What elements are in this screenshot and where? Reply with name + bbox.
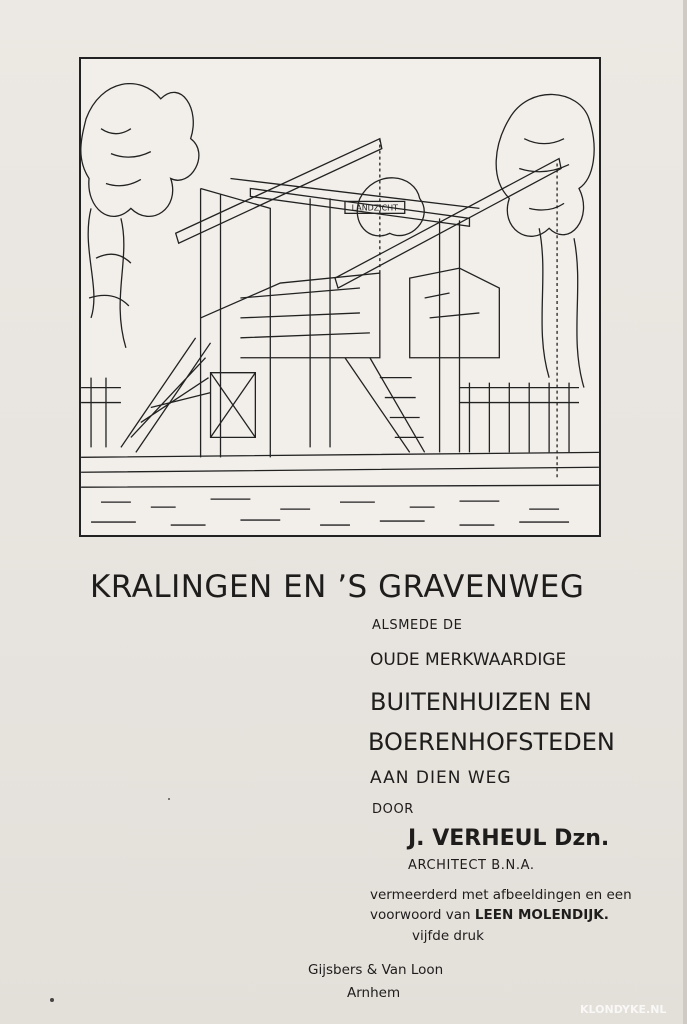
drawbridge-drawing — [81, 59, 599, 535]
foreword-note — [370, 907, 609, 923]
cover-illustration — [79, 57, 601, 537]
subtitle-boerenhofsteden: BOERENHOFSTEDEN — [368, 728, 615, 756]
bridge-sign: LANDZICHT — [351, 203, 399, 213]
cover-edge — [683, 0, 687, 1024]
speck — [50, 998, 54, 1002]
edition-number: vijfde druk — [412, 928, 484, 944]
foreword-prefix: voorwoord van — [370, 907, 475, 923]
by-label: DOOR — [372, 802, 414, 817]
speck — [168, 798, 170, 800]
author-name: J. VERHEUL Dzn. — [408, 826, 610, 851]
subtitle-buitenhuizen: BUITENHUIZEN EN — [370, 688, 592, 716]
author-title: ARCHITECT B.N.A. — [408, 858, 535, 873]
edition-note: vermeerderd met afbeeldingen en een — [370, 887, 632, 903]
subtitle-aan-dien-weg: AAN DIEN WEG — [370, 768, 512, 788]
publisher-city: Arnhem — [347, 985, 401, 1001]
subtitle-oude: OUDE MERKWAARDIGE — [370, 650, 567, 670]
book-title: KRALINGEN EN ’S GRAVENWEG — [90, 569, 585, 605]
foreword-author: LEEN MOLENDIJK. — [474, 907, 609, 923]
watermark: KLONDYKE.NL — [580, 1003, 667, 1016]
subtitle-alsmede: ALSMEDE DE — [372, 618, 463, 633]
publisher: Gijsbers & Van Loon — [308, 962, 444, 978]
